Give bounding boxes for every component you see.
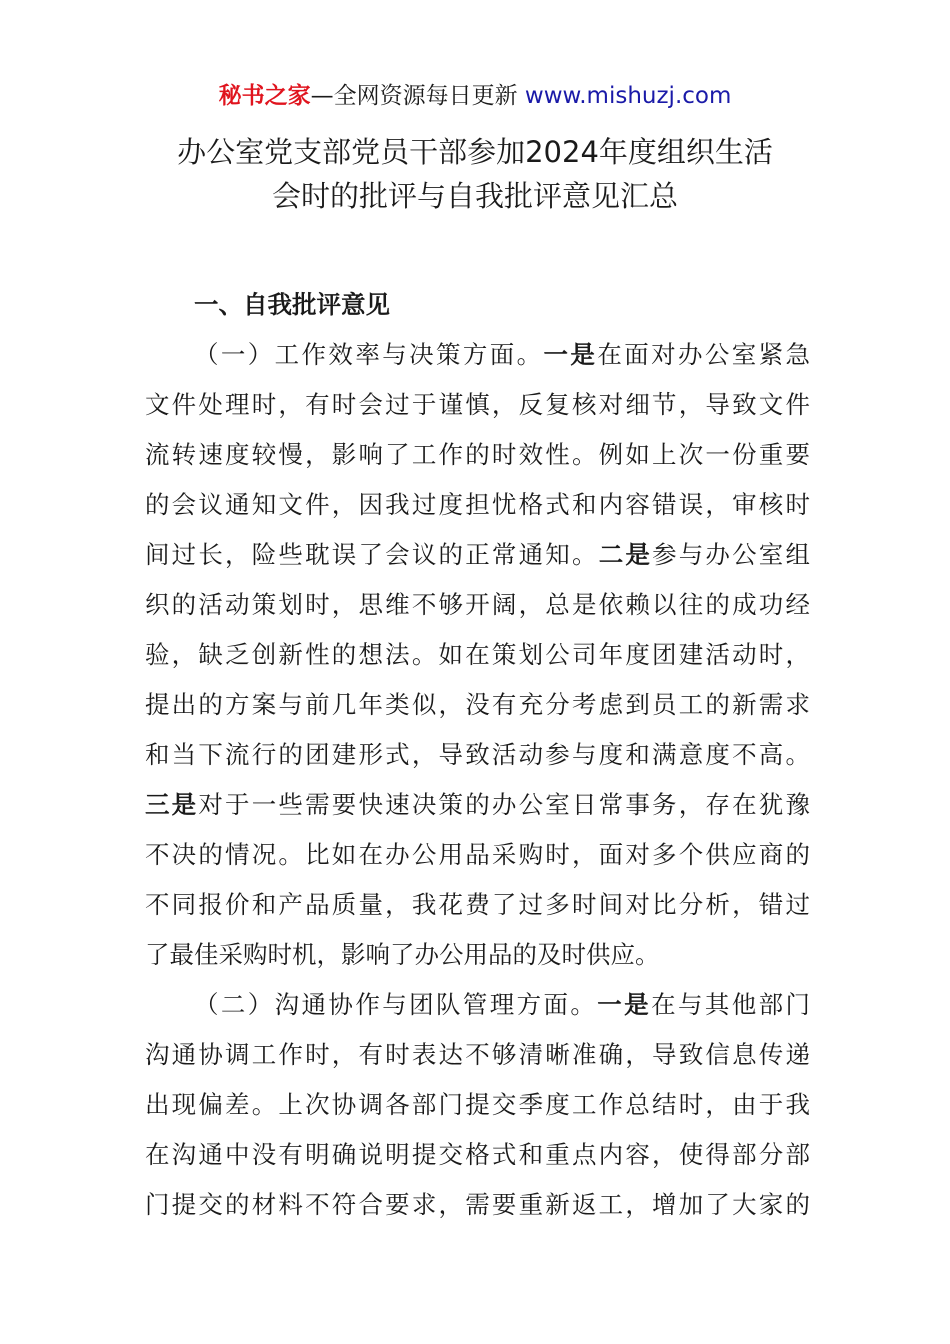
emphasis-marker: 二是 bbox=[598, 540, 653, 569]
text-run: 在与其他部门 bbox=[651, 990, 811, 1019]
paragraph-line: 验，缺乏创新性的想法。如在策划公司年度团建活动时， bbox=[145, 640, 810, 669]
paragraph-line: 和当下流行的团建形式，导致活动参与度和满意度不高。 bbox=[145, 740, 810, 769]
paragraph-line: 了最佳采购时机，影响了办公用品的及时供应。 bbox=[145, 940, 660, 969]
title-line-1: 办公室党支部党员干部参加2024年度组织生活 bbox=[177, 135, 773, 169]
site-url-link[interactable]: www.mishuzj.com bbox=[524, 83, 732, 109]
paragraph-line bbox=[145, 330, 810, 380]
emphasis-marker: 一是 bbox=[543, 340, 598, 369]
paragraph-line bbox=[145, 780, 810, 830]
paragraph-line bbox=[145, 980, 810, 1030]
emphasis-marker: 三是 bbox=[145, 790, 199, 819]
header-tagline: —全网资源每日更新 bbox=[310, 83, 518, 109]
document-title bbox=[100, 130, 850, 218]
paragraph-line: 沟通协调工作时，有时表达不够清晰准确，导致信息传递 bbox=[145, 1040, 810, 1069]
site-header bbox=[0, 80, 950, 112]
section-heading: 一、自我批评意见 bbox=[194, 290, 390, 319]
paragraph-line: 不同报价和产品质量，我花费了过多时间对比分析，错过 bbox=[145, 890, 810, 919]
emphasis-marker: 一是 bbox=[597, 990, 652, 1019]
paragraph-line: 流转速度较慢，影响了工作的时效性。例如上次一份重要 bbox=[145, 440, 810, 469]
subsection-title: （二）沟通协作与团队管理方面。 bbox=[194, 990, 598, 1019]
title-line-2: 会时的批评与自我批评意见汇总 bbox=[271, 179, 678, 213]
subsection-title: （一）工作效率与决策方面。 bbox=[194, 340, 544, 369]
text-run: 对于一些需要快速决策的办公室日常事务，存在犹豫 bbox=[198, 790, 810, 819]
text-run: 间过长，险些耽误了会议的正常通知。 bbox=[145, 540, 599, 569]
paragraph-line: 文件处理时，有时会过于谨慎，反复核对细节，导致文件 bbox=[145, 390, 810, 419]
text-run: 在面对办公室紧急 bbox=[597, 340, 811, 369]
paragraph-line: 不决的情况。比如在办公用品采购时，面对多个供应商的 bbox=[145, 840, 810, 869]
paragraph-line: 出现偏差。上次协调各部门提交季度工作总结时，由于我 bbox=[145, 1090, 810, 1119]
document-body bbox=[145, 280, 810, 1230]
text-run: 参与办公室组 bbox=[652, 540, 810, 569]
paragraph-line: 提出的方案与前几年类似，没有充分考虑到员工的新需求 bbox=[145, 690, 810, 719]
paragraph-line: 在沟通中没有明确说明提交格式和重点内容，使得部分部 bbox=[145, 1140, 810, 1169]
paragraph-line bbox=[145, 530, 810, 580]
brand-name: 秘书之家 bbox=[218, 83, 311, 109]
paragraph-line: 织的活动策划时，思维不够开阔，总是依赖以往的成功经 bbox=[145, 590, 810, 619]
paragraph-line: 的会议通知文件，因我过度担忧格式和内容错误，审核时 bbox=[145, 490, 810, 519]
paragraph-line: 门提交的材料不符合要求，需要重新返工，增加了大家的 bbox=[145, 1190, 810, 1219]
